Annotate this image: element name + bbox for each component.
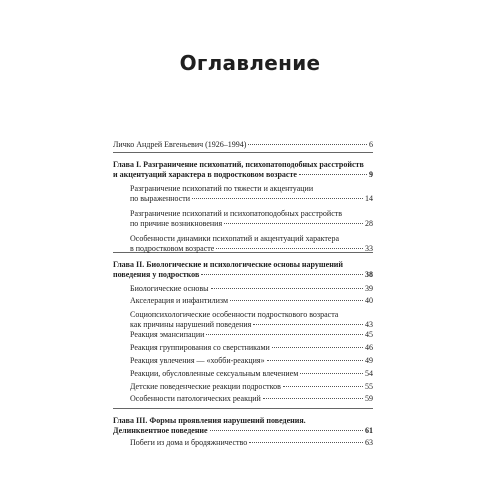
leader-dots (201, 274, 363, 275)
toc-entry[interactable]: Биологические основы 39 (130, 284, 373, 293)
page-number: 54 (365, 369, 373, 378)
page-number: 6 (369, 140, 373, 149)
page-number: 63 (365, 438, 373, 447)
toc-entry[interactable]: Детские поведенческие реакции подростков 55 (130, 382, 373, 391)
leader-dots (263, 398, 363, 399)
page-number: 61 (365, 426, 373, 435)
page-number: 45 (365, 330, 373, 339)
leader-dots (224, 223, 363, 224)
leader-dots (299, 174, 367, 175)
leader-dots (267, 360, 363, 361)
toc-entry[interactable]: Реакция группирования со сверстниками 46 (130, 343, 373, 352)
toc-entry[interactable]: Побеги из дома и бродяжничество 63 (130, 438, 373, 447)
leader-dots (206, 334, 363, 335)
leader-dots (253, 324, 363, 325)
toc-entry-chapter-2[interactable]: Глава II. Биологические и психологические основы нарушений поведения у подростков 38 (113, 260, 373, 279)
leader-dots (211, 288, 363, 289)
page-number: 33 (365, 244, 373, 253)
page-number: 46 (365, 343, 373, 352)
leader-dots (216, 248, 363, 249)
page-number: 9 (369, 170, 373, 179)
toc-entry[interactable]: Разграничение психопатий по тяжести и акцентуации по выраженности 14 (130, 184, 373, 203)
page-number: 40 (365, 296, 373, 305)
page-number: 43 (365, 320, 373, 329)
toc-entry[interactable]: Реакции, обусловленные сексуальным влечением 54 (130, 369, 373, 378)
leader-dots (249, 442, 363, 443)
toc-entry[interactable]: Реакция эмансипации 45 (130, 330, 373, 339)
page-number: 38 (365, 270, 373, 279)
leader-dots (230, 300, 363, 301)
toc-entry-chapter-3[interactable]: Глава III. Формы проявления нарушений поведения. Делинквентное поведение 61 (113, 416, 373, 435)
page-number: 59 (365, 394, 373, 403)
toc-entry-chapter-1[interactable]: Глава I. Разграничение психопатий, психопатоподобных расстройств и акцентуаций характера в подростковом возрасте 9 (113, 160, 373, 179)
toc-entry[interactable]: Особенности динамики психопатий и акцентуаций характера в подростковом возрасте 33 (130, 234, 373, 253)
leader-dots (272, 347, 363, 348)
leader-dots (248, 144, 367, 145)
toc-entry[interactable]: Акселерация и инфантилизм 40 (130, 296, 373, 305)
page-number: 14 (365, 194, 373, 203)
toc-entry[interactable]: Реакция увлечения — «хобби-реакция» 49 (130, 356, 373, 365)
leader-dots (283, 386, 363, 387)
toc-entry[interactable]: Социопсихологические особенности подросткового возраста как причины нарушений поведения 43 (130, 310, 373, 329)
page-number: 49 (365, 356, 373, 365)
page-title: Оглавление (179, 51, 321, 75)
leader-dots (210, 430, 363, 431)
page-number: 55 (365, 382, 373, 391)
leader-dots (192, 198, 363, 199)
toc-entry-author[interactable]: Личко Андрей Евгеньевич (1926–1994) 6 (113, 140, 373, 149)
toc-entry[interactable]: Особенности патологических реакций 59 (130, 394, 373, 403)
page-number: 39 (365, 284, 373, 293)
toc-entry[interactable]: Разграничение психопатий и психопатоподобных расстройств по причине возникновения 28 (130, 209, 373, 228)
page-number: 28 (365, 219, 373, 228)
leader-dots (300, 373, 363, 374)
divider (113, 152, 373, 153)
divider (113, 408, 373, 409)
